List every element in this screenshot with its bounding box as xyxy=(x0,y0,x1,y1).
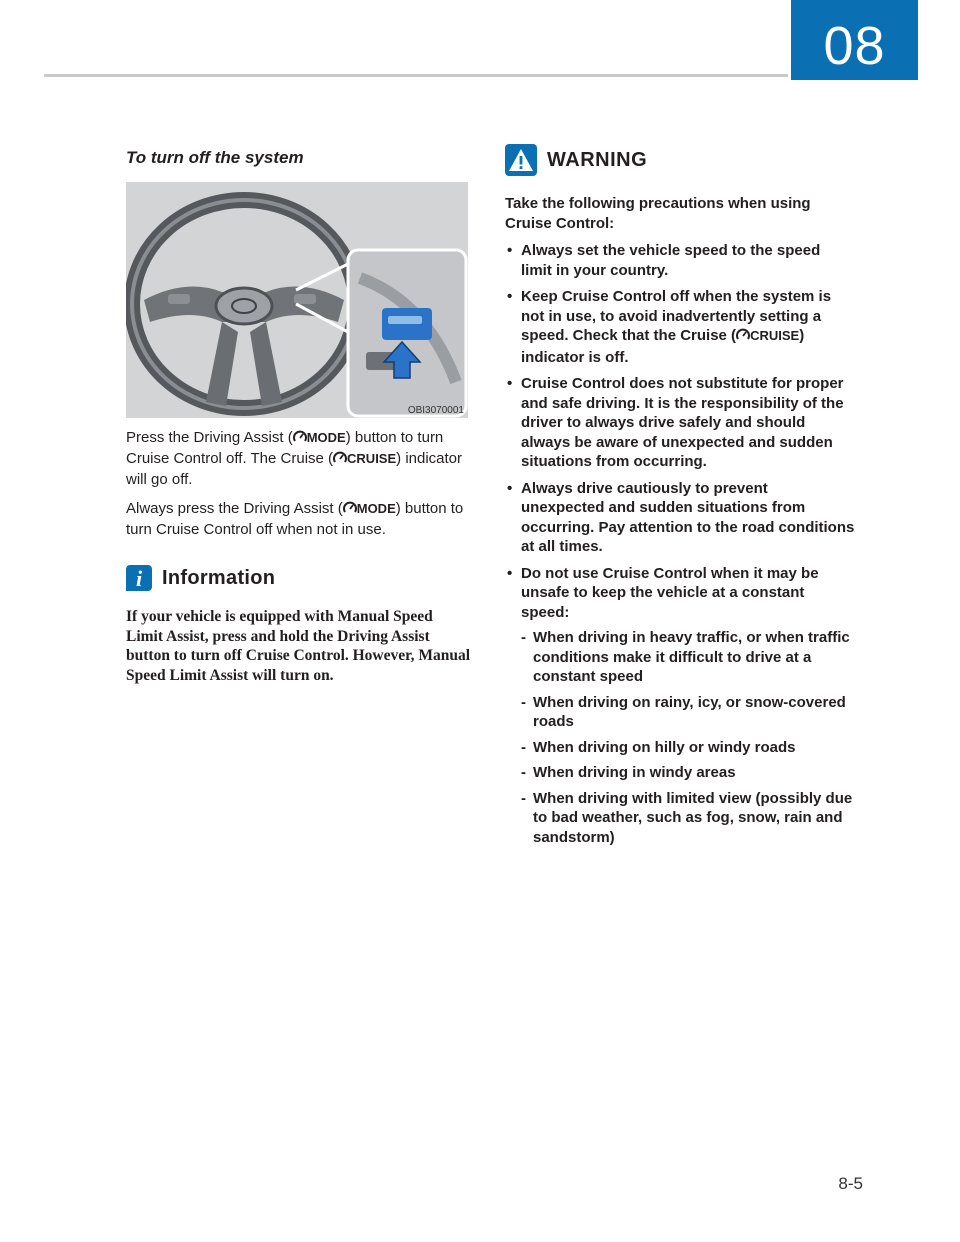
left-column xyxy=(126,144,470,685)
information-title: Information xyxy=(162,566,276,589)
page-number: 8-5 xyxy=(838,1174,863,1193)
header-rule xyxy=(44,74,788,77)
sub-list-item: - When driving in heavy traffic, or when traffic conditions make it difficult to drive at a constant speed xyxy=(521,628,855,687)
list-item: • Always drive cautiously to prevent unexpected and sudden situations from occurring. Pay attention to the road conditions at all times. xyxy=(505,479,855,557)
cruise-icon xyxy=(333,451,347,470)
figure-code: OBI3070001 xyxy=(407,405,464,416)
text-segment: Press the Driving Assist ( xyxy=(126,429,293,446)
cruise-icon xyxy=(736,328,750,348)
chapter-tab: 08 xyxy=(791,0,918,80)
list-item: • Cruise Control does not substitute for proper and safe driving. It is the responsibility of the driver to always drive safely and should always be aware of unexpected and sudden situations from occurring. xyxy=(505,374,855,472)
paragraph-press-button xyxy=(126,428,470,489)
text-segment: ) indicator is off. xyxy=(521,327,805,366)
warning-intro: Take the following precautions when using Cruise Control: xyxy=(505,195,811,232)
text-segment: Always press the Driving Assist ( xyxy=(126,500,343,517)
information-text: If your vehicle is equipped with Manual Speed Limit Assist, press and hold the Driving Assist button to turn off Cruise Control. However, Manual Speed Limit Assist will turn on. xyxy=(126,608,471,684)
warning-header xyxy=(505,144,855,176)
sub-list-item: - When driving in windy areas xyxy=(521,763,855,783)
paragraph-always-press xyxy=(126,499,470,539)
mode-label: MODE xyxy=(306,430,346,445)
info-icon: i xyxy=(126,565,152,591)
text-segment: Do not use Cruise Control when it may be unsafe to keep the vehicle at a constant speed: xyxy=(521,564,819,621)
driving-assist-icon xyxy=(343,501,357,520)
sub-list-item: - When driving with limited view (possibly due to bad weather, such as fog, snow, rain and sandstorm) xyxy=(521,789,855,848)
warning-title: WARNING xyxy=(547,148,648,171)
text-segment: ) button to turn Cruise Control off. The Cruise ( xyxy=(126,429,444,467)
information-header xyxy=(126,565,470,591)
right-column xyxy=(505,144,855,854)
sub-list-item: - When driving on hilly or windy roads xyxy=(521,738,855,758)
text-segment: ) button to turn Cruise Control off when not in use. xyxy=(126,500,464,538)
steering-wheel-figure xyxy=(126,182,468,418)
list-item xyxy=(505,564,855,848)
warning-bullets xyxy=(505,241,855,847)
warning-icon xyxy=(505,144,537,176)
sub-list-item: - When driving on rainy, icy, or snow-covered roads xyxy=(521,693,855,732)
list-item: • Always set the vehicle speed to the speed limit in your country. xyxy=(505,241,855,280)
driving-assist-icon xyxy=(293,430,307,449)
section-heading: To turn off the system xyxy=(126,148,304,167)
cruise-label: CRUISE xyxy=(750,328,800,343)
text-segment: Keep Cruise Control off when the system is not in use, to avoid inadvertently setting a speed. Check that the Cruise ( xyxy=(521,288,832,344)
warning-sub-list xyxy=(521,628,855,847)
warning-body xyxy=(505,194,855,847)
cruise-label: CRUISE xyxy=(347,451,397,466)
mode-label: MODE xyxy=(356,501,396,516)
list-item xyxy=(505,287,855,367)
steering-wheel-illustration xyxy=(126,182,468,418)
text-segment: ) indicator will go off. xyxy=(126,450,463,488)
